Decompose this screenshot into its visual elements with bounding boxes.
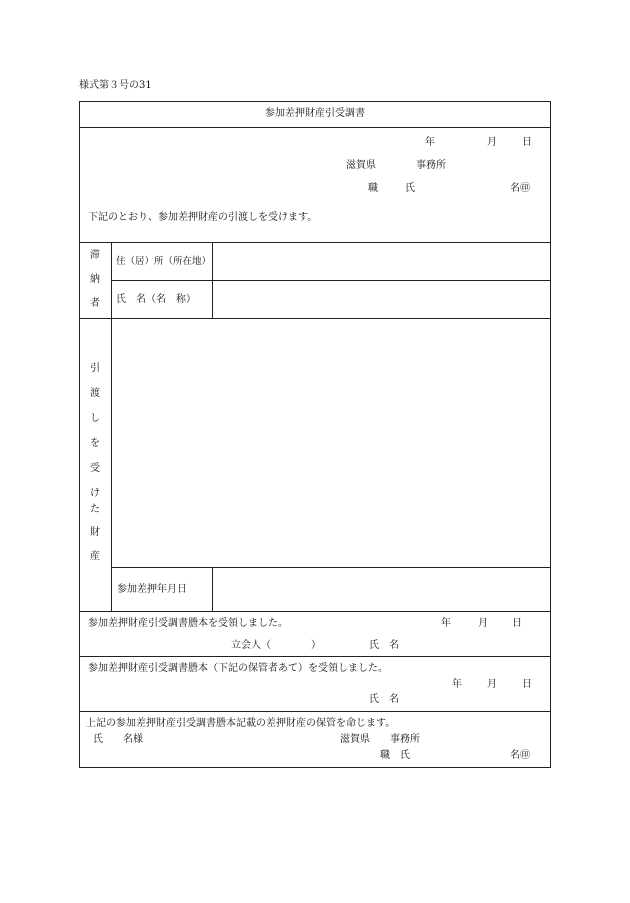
receipt1-name: 氏 名 — [369, 640, 399, 651]
custody-order-seal: 名㊞ — [510, 750, 530, 761]
header-office: 滋賀県 事務所 — [346, 160, 446, 171]
delinquent-name-label: 氏 名（名 称） — [116, 294, 196, 305]
receipt1-day: 日 — [512, 618, 522, 629]
property-side-char: 渡 — [90, 388, 100, 399]
property-side-char: し — [90, 413, 100, 424]
receipt1-month: 月 — [478, 618, 488, 629]
header-day: 日 — [522, 137, 532, 148]
receipt2-statement: 参加差押財産引受調書謄本（下記の保管者あて）を受領しました。 — [88, 663, 388, 674]
rule-delinquent-mid — [111, 280, 551, 281]
property-side-char: を — [90, 438, 100, 449]
receipt2-day: 日 — [522, 679, 532, 690]
property-side-char: 受 — [90, 463, 100, 474]
rule-delinquent-label-column — [212, 242, 213, 318]
form-title: 参加差押財産引受調書 — [265, 108, 365, 119]
receipt2-year: 年 — [452, 679, 462, 690]
custody-order-official: 職 氏 — [380, 750, 410, 761]
custody-order-addressee: 氏 名様 — [93, 734, 143, 745]
rule-property-date-top — [111, 567, 551, 568]
receipt2-name: 氏 名 — [369, 694, 399, 705]
rule-receipt2-bottom — [79, 711, 551, 712]
rule-side-label-column — [111, 242, 112, 611]
delinquent-side-char: 者 — [90, 298, 100, 309]
property-side-char: け — [90, 488, 100, 499]
delinquent-side-char: 納 — [90, 274, 100, 285]
header-month: 月 — [487, 137, 497, 148]
rule-title-bottom — [79, 127, 551, 128]
receipt1-witness: 立会人（ ） — [231, 640, 321, 651]
receipt1-year: 年 — [441, 618, 451, 629]
property-side-char: 引 — [90, 363, 100, 374]
rule-property-bottom — [79, 611, 551, 612]
property-side-char: た — [90, 504, 100, 515]
rule-date-label-column — [212, 567, 213, 611]
custody-order-statement: 上記の参加差押財産引受調書謄本記載の差押財産の保管を命じます。 — [86, 718, 396, 729]
property-side-char: 産 — [90, 551, 100, 562]
header-year: 年 — [425, 137, 435, 148]
rule-delinquent-bottom — [79, 318, 551, 319]
form-number: 様式第３号の31 — [79, 80, 152, 91]
delinquent-side-char: 滞 — [90, 250, 100, 261]
property-side-char: 財 — [90, 527, 100, 538]
receipt1-statement: 参加差押財産引受調書謄本を受領しました。 — [88, 618, 288, 629]
delinquent-address-label: 住（居）所（所在地） — [116, 256, 212, 267]
header-seal: 名㊞ — [510, 183, 530, 194]
rule-header-bottom — [79, 242, 551, 243]
header-name-label: 氏 — [405, 183, 415, 194]
custody-order-office: 滋賀県 事務所 — [340, 734, 420, 745]
rule-receipt1-bottom — [79, 656, 551, 657]
receipt2-month: 月 — [487, 679, 497, 690]
header-statement: 下記のとおり、参加差押財産の引渡しを受けます。 — [88, 212, 318, 223]
property-seizure-date-label: 参加差押年月日 — [117, 584, 187, 595]
header-official-title: 職 — [368, 183, 378, 194]
